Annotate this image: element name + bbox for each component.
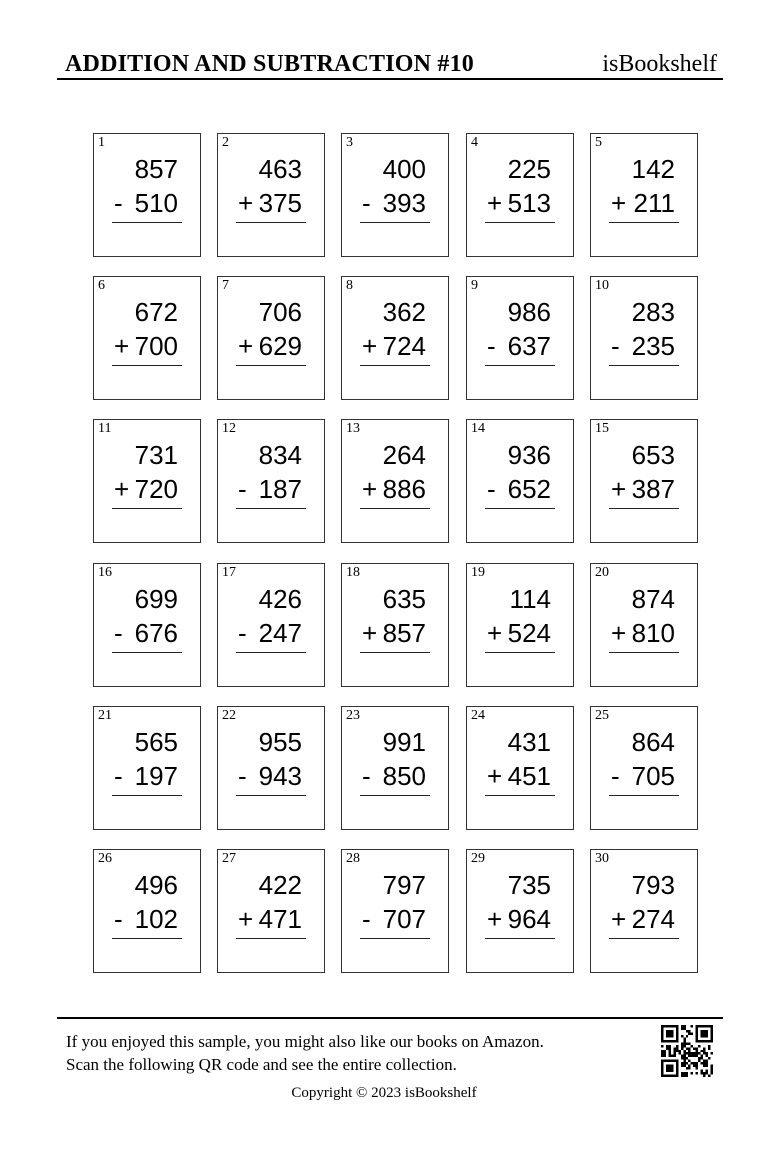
problem-box bbox=[590, 706, 698, 830]
problem-box bbox=[217, 276, 325, 400]
first-operand: 672 bbox=[134, 297, 178, 327]
first-operand: 635 bbox=[382, 584, 426, 614]
operator-sign: - bbox=[611, 761, 620, 791]
problem-box bbox=[93, 133, 201, 257]
problem-box bbox=[93, 849, 201, 973]
second-operand-row bbox=[611, 618, 675, 648]
problem-number: 1 bbox=[98, 135, 105, 150]
problem-number: 18 bbox=[346, 565, 360, 580]
second-operand: 513 bbox=[507, 188, 551, 218]
operator-sign: - bbox=[238, 474, 247, 504]
problem-number: 23 bbox=[346, 708, 360, 723]
operator-sign: - bbox=[238, 618, 247, 648]
problem-number: 28 bbox=[346, 851, 360, 866]
second-operand-row bbox=[238, 618, 302, 648]
second-operand: 387 bbox=[631, 474, 675, 504]
problem-box bbox=[590, 849, 698, 973]
second-operand-row bbox=[611, 904, 675, 934]
first-operand: 834 bbox=[258, 440, 302, 470]
problem-box bbox=[217, 563, 325, 687]
problem-number: 21 bbox=[98, 708, 112, 723]
answer-line[interactable] bbox=[112, 938, 182, 939]
first-operand: 362 bbox=[382, 297, 426, 327]
answer-line[interactable] bbox=[485, 652, 555, 653]
answer-line[interactable] bbox=[236, 795, 306, 796]
operator-sign: - bbox=[362, 904, 371, 934]
second-operand: 707 bbox=[382, 904, 426, 934]
second-operand-row bbox=[362, 618, 426, 648]
first-operand: 735 bbox=[507, 870, 551, 900]
second-operand-row bbox=[487, 474, 551, 504]
operator-sign: + bbox=[487, 618, 503, 648]
operator-sign: + bbox=[611, 188, 627, 218]
first-operand: 565 bbox=[134, 727, 178, 757]
first-operand: 225 bbox=[507, 154, 551, 184]
second-operand-row bbox=[238, 904, 302, 934]
problem-number: 3 bbox=[346, 135, 353, 150]
problem-number: 11 bbox=[98, 421, 112, 436]
answer-line[interactable] bbox=[485, 938, 555, 939]
operator-sign: + bbox=[238, 188, 254, 218]
second-operand: 943 bbox=[258, 761, 302, 791]
second-operand: 850 bbox=[382, 761, 426, 791]
first-operand: 955 bbox=[258, 727, 302, 757]
operator-sign: + bbox=[114, 474, 130, 504]
problem-number: 16 bbox=[98, 565, 112, 580]
answer-line[interactable] bbox=[485, 365, 555, 366]
problem-box bbox=[466, 706, 574, 830]
problem-number: 2 bbox=[222, 135, 229, 150]
footer-divider bbox=[57, 1017, 723, 1019]
problem-number: 30 bbox=[595, 851, 609, 866]
problem-number: 10 bbox=[595, 278, 609, 293]
answer-line[interactable] bbox=[360, 652, 430, 653]
first-operand: 422 bbox=[258, 870, 302, 900]
problem-box bbox=[93, 706, 201, 830]
problem-number: 17 bbox=[222, 565, 236, 580]
operator-sign: + bbox=[362, 331, 378, 361]
first-operand: 142 bbox=[631, 154, 675, 184]
second-operand: 964 bbox=[507, 904, 551, 934]
first-operand: 264 bbox=[382, 440, 426, 470]
operator-sign: - bbox=[114, 761, 123, 791]
page-title: ADDITION AND SUBTRACTION #10 bbox=[65, 51, 474, 77]
second-operand-row bbox=[238, 188, 302, 218]
answer-line[interactable] bbox=[609, 652, 679, 653]
problem-box bbox=[341, 276, 449, 400]
problem-number: 8 bbox=[346, 278, 353, 293]
second-operand: 810 bbox=[631, 618, 675, 648]
problem-number: 29 bbox=[471, 851, 485, 866]
operator-sign: + bbox=[611, 474, 627, 504]
problem-number: 9 bbox=[471, 278, 478, 293]
problem-number: 13 bbox=[346, 421, 360, 436]
problem-box bbox=[217, 133, 325, 257]
second-operand-row bbox=[611, 331, 675, 361]
operator-sign: + bbox=[611, 904, 627, 934]
second-operand: 211 bbox=[633, 188, 675, 218]
problem-number: 26 bbox=[98, 851, 112, 866]
operator-sign: + bbox=[362, 618, 378, 648]
qr-code-icon[interactable] bbox=[661, 1025, 713, 1077]
answer-line[interactable] bbox=[609, 508, 679, 509]
operator-sign: + bbox=[114, 331, 130, 361]
second-operand: 705 bbox=[631, 761, 675, 791]
second-operand-row bbox=[611, 474, 675, 504]
first-operand: 426 bbox=[258, 584, 302, 614]
first-operand: 431 bbox=[507, 727, 551, 757]
operator-sign: - bbox=[114, 904, 123, 934]
first-operand: 114 bbox=[509, 584, 551, 614]
operator-sign: - bbox=[487, 331, 496, 361]
first-operand: 986 bbox=[507, 297, 551, 327]
footer-message bbox=[66, 1030, 646, 1076]
answer-line[interactable] bbox=[112, 365, 182, 366]
answer-line[interactable] bbox=[485, 508, 555, 509]
problem-box bbox=[590, 563, 698, 687]
problem-number: 14 bbox=[471, 421, 485, 436]
answer-line[interactable] bbox=[485, 222, 555, 223]
problem-box bbox=[590, 419, 698, 543]
problem-box bbox=[590, 133, 698, 257]
second-operand-row bbox=[114, 618, 178, 648]
second-operand-row bbox=[611, 188, 675, 218]
answer-line[interactable] bbox=[236, 938, 306, 939]
operator-sign: + bbox=[238, 331, 254, 361]
problem-box bbox=[217, 706, 325, 830]
answer-line[interactable] bbox=[236, 365, 306, 366]
operator-sign: + bbox=[238, 904, 254, 934]
second-operand: 187 bbox=[258, 474, 302, 504]
second-operand: 676 bbox=[134, 618, 178, 648]
first-operand: 699 bbox=[134, 584, 178, 614]
problem-box bbox=[341, 849, 449, 973]
problem-box bbox=[466, 419, 574, 543]
operator-sign: + bbox=[487, 761, 503, 791]
problem-number: 4 bbox=[471, 135, 478, 150]
operator-sign: + bbox=[487, 904, 503, 934]
second-operand-row bbox=[114, 331, 178, 361]
answer-line[interactable] bbox=[609, 795, 679, 796]
problem-number: 27 bbox=[222, 851, 236, 866]
operator-sign: - bbox=[362, 188, 371, 218]
first-operand: 797 bbox=[382, 870, 426, 900]
operator-sign: - bbox=[611, 331, 620, 361]
problem-number: 20 bbox=[595, 565, 609, 580]
problem-box bbox=[341, 133, 449, 257]
second-operand: 724 bbox=[382, 331, 426, 361]
problem-box bbox=[217, 419, 325, 543]
footer-line-2: Scan the following QR code and see the entire collection. bbox=[66, 1055, 457, 1074]
problem-box bbox=[217, 849, 325, 973]
second-operand-row bbox=[114, 904, 178, 934]
problem-number: 7 bbox=[222, 278, 229, 293]
first-operand: 283 bbox=[631, 297, 675, 327]
brand-name: isBookshelf bbox=[602, 51, 717, 77]
first-operand: 857 bbox=[134, 154, 178, 184]
second-operand-row bbox=[238, 474, 302, 504]
answer-line[interactable] bbox=[112, 795, 182, 796]
answer-line[interactable] bbox=[360, 795, 430, 796]
problem-box bbox=[341, 563, 449, 687]
problem-box bbox=[341, 419, 449, 543]
problem-box bbox=[466, 276, 574, 400]
operator-sign: - bbox=[487, 474, 496, 504]
second-operand: 652 bbox=[507, 474, 551, 504]
problem-number: 24 bbox=[471, 708, 485, 723]
answer-line[interactable] bbox=[112, 652, 182, 653]
second-operand-row bbox=[362, 474, 426, 504]
second-operand: 510 bbox=[134, 188, 178, 218]
problem-number: 15 bbox=[595, 421, 609, 436]
answer-line[interactable] bbox=[360, 365, 430, 366]
second-operand-row bbox=[238, 331, 302, 361]
operator-sign: - bbox=[114, 188, 123, 218]
answer-line[interactable] bbox=[360, 938, 430, 939]
problem-box bbox=[93, 276, 201, 400]
problem-box bbox=[590, 276, 698, 400]
first-operand: 991 bbox=[382, 727, 426, 757]
second-operand-row bbox=[362, 904, 426, 934]
second-operand-row bbox=[487, 904, 551, 934]
problem-number: 12 bbox=[222, 421, 236, 436]
first-operand: 653 bbox=[631, 440, 675, 470]
second-operand-row bbox=[487, 618, 551, 648]
second-operand-row bbox=[114, 188, 178, 218]
second-operand-row bbox=[114, 761, 178, 791]
second-operand-row bbox=[114, 474, 178, 504]
problem-number: 19 bbox=[471, 565, 485, 580]
second-operand: 524 bbox=[507, 618, 551, 648]
second-operand: 235 bbox=[631, 331, 675, 361]
problem-box bbox=[93, 563, 201, 687]
problem-box bbox=[466, 133, 574, 257]
first-operand: 496 bbox=[134, 870, 178, 900]
problem-number: 5 bbox=[595, 135, 602, 150]
first-operand: 793 bbox=[631, 870, 675, 900]
second-operand-row bbox=[238, 761, 302, 791]
second-operand: 700 bbox=[134, 331, 178, 361]
second-operand: 629 bbox=[258, 331, 302, 361]
second-operand-row bbox=[362, 188, 426, 218]
problem-box bbox=[466, 849, 574, 973]
operator-sign: + bbox=[487, 188, 503, 218]
second-operand-row bbox=[362, 331, 426, 361]
answer-line[interactable] bbox=[112, 508, 182, 509]
first-operand: 463 bbox=[258, 154, 302, 184]
second-operand: 857 bbox=[382, 618, 426, 648]
second-operand-row bbox=[487, 331, 551, 361]
second-operand: 375 bbox=[258, 188, 302, 218]
second-operand: 393 bbox=[382, 188, 426, 218]
problem-box bbox=[341, 706, 449, 830]
answer-line[interactable] bbox=[112, 222, 182, 223]
second-operand-row bbox=[487, 761, 551, 791]
second-operand-row bbox=[362, 761, 426, 791]
first-operand: 731 bbox=[134, 440, 178, 470]
answer-line[interactable] bbox=[485, 795, 555, 796]
first-operand: 936 bbox=[507, 440, 551, 470]
copyright: Copyright © 2023 isBookshelf bbox=[291, 1085, 477, 1101]
second-operand: 274 bbox=[631, 904, 675, 934]
second-operand-row bbox=[487, 188, 551, 218]
footer-line-1: If you enjoyed this sample, you might also like our books on Amazon. bbox=[66, 1032, 544, 1051]
second-operand: 451 bbox=[507, 761, 551, 791]
answer-line[interactable] bbox=[236, 508, 306, 509]
problem-number: 22 bbox=[222, 708, 236, 723]
first-operand: 874 bbox=[631, 584, 675, 614]
second-operand: 720 bbox=[134, 474, 178, 504]
operator-sign: - bbox=[362, 761, 371, 791]
problem-number: 25 bbox=[595, 708, 609, 723]
answer-line[interactable] bbox=[609, 365, 679, 366]
answer-line[interactable] bbox=[609, 222, 679, 223]
answer-line[interactable] bbox=[609, 938, 679, 939]
second-operand: 471 bbox=[258, 904, 302, 934]
answer-line[interactable] bbox=[236, 652, 306, 653]
second-operand: 247 bbox=[258, 618, 302, 648]
first-operand: 706 bbox=[258, 297, 302, 327]
problem-box bbox=[466, 563, 574, 687]
second-operand: 102 bbox=[134, 904, 178, 934]
problem-number: 6 bbox=[98, 278, 105, 293]
operator-sign: + bbox=[362, 474, 378, 504]
answer-line[interactable] bbox=[360, 508, 430, 509]
second-operand: 886 bbox=[382, 474, 426, 504]
second-operand: 637 bbox=[507, 331, 551, 361]
operator-sign: + bbox=[611, 618, 627, 648]
answer-line[interactable] bbox=[236, 222, 306, 223]
first-operand: 864 bbox=[631, 727, 675, 757]
operator-sign: - bbox=[114, 618, 123, 648]
answer-line[interactable] bbox=[360, 222, 430, 223]
first-operand: 400 bbox=[382, 154, 426, 184]
problem-box bbox=[93, 419, 201, 543]
second-operand-row bbox=[611, 761, 675, 791]
second-operand: 197 bbox=[134, 761, 178, 791]
operator-sign: - bbox=[238, 761, 247, 791]
